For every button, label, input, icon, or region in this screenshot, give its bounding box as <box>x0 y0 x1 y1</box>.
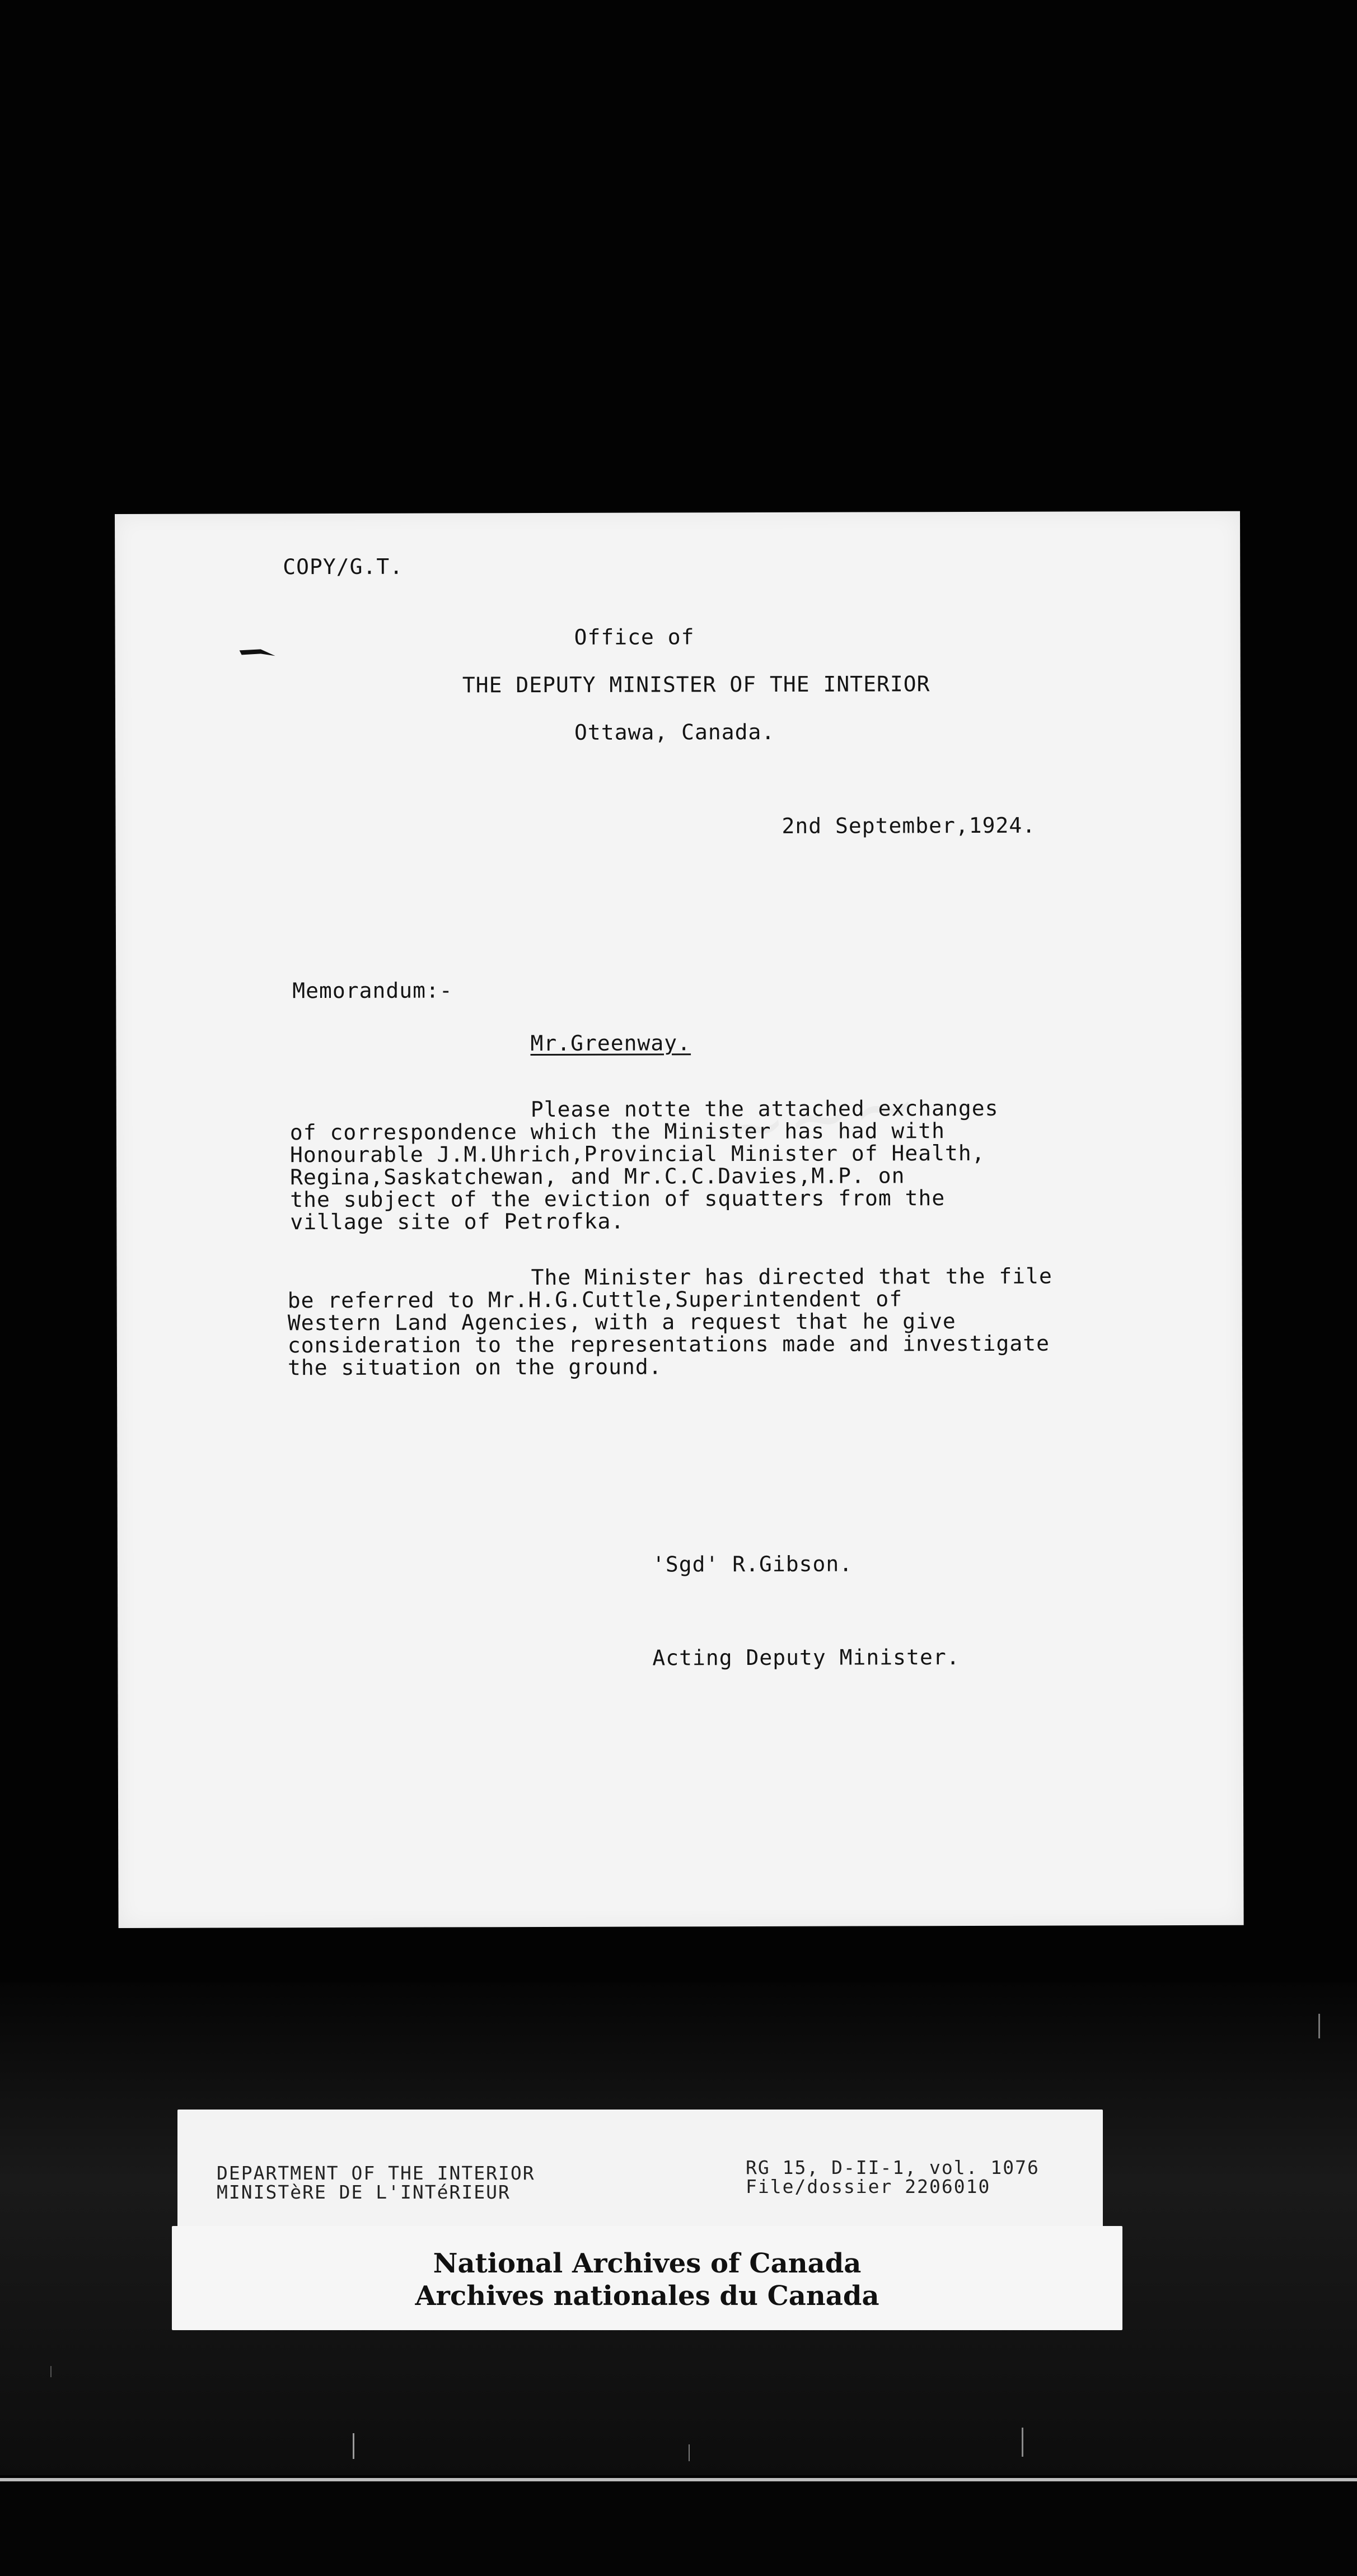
pen-mark-icon <box>238 643 278 660</box>
paragraph2-line2: be referred to Mr.H.G.Cuttle,Superintendent of <box>287 1286 903 1313</box>
memo-recipient: Mr.Greenway. <box>530 1030 691 1056</box>
copy-mark: COPY/G.T. <box>283 554 404 580</box>
paragraph1-line6: village site of Petrofka. <box>290 1208 625 1235</box>
paragraph2-line4: consideration to the representations made and investigate <box>287 1331 1050 1358</box>
paragraph2-line5: the situation on the ground. <box>287 1354 662 1380</box>
document-date: 2nd September,1924. <box>782 813 1036 838</box>
paragraph2-line3: Western Land Agencies, with a request that he give <box>287 1309 956 1336</box>
signatory-title: Acting Deputy Minister. <box>652 1645 960 1670</box>
paragraph1-line5: the subject of the eviction of squatters from the <box>290 1186 946 1212</box>
film-scratches <box>0 1994 1357 2475</box>
department-name-en: DEPARTMENT OF THE INTERIOR <box>217 2162 535 2184</box>
paragraph1-line2: of correspondence which the Minister has had with <box>289 1118 945 1145</box>
film-bottom-margin <box>0 2481 1357 2576</box>
paragraph2-line1: The Minister has directed that the file <box>531 1263 1052 1290</box>
archives-name-fr: Archives nationales du Canada <box>415 2280 879 2312</box>
paragraph1-line1: Please notte the attached exchanges <box>530 1095 999 1122</box>
signature-line: 'Sgd' R.Gibson. <box>652 1551 853 1577</box>
memo-heading: Memorandum:- <box>292 978 453 1004</box>
archives-name-en: National Archives of Canada <box>433 2248 862 2279</box>
letterhead-title: THE DEPUTY MINISTER OF THE INTERIOR <box>462 671 930 698</box>
paragraph1-line4: Regina,Saskatchewan, and Mr.C.C.Davies,M.P. on <box>290 1163 905 1190</box>
department-name-fr: MINISTèRE DE L'INTéRIEUR <box>217 2181 511 2203</box>
letterhead-office: Office of <box>574 624 695 650</box>
record-group-reference: RG 15, D-II-1, vol. 1076 <box>746 2157 1040 2178</box>
paragraph1-line3: Honourable J.M.Uhrich,Provincial Minister of Health, <box>289 1140 985 1168</box>
letterhead-location: Ottawa, Canada. <box>574 719 775 745</box>
file-dossier-number: File/dossier 2206010 <box>746 2176 991 2197</box>
document-page <box>115 511 1244 1928</box>
